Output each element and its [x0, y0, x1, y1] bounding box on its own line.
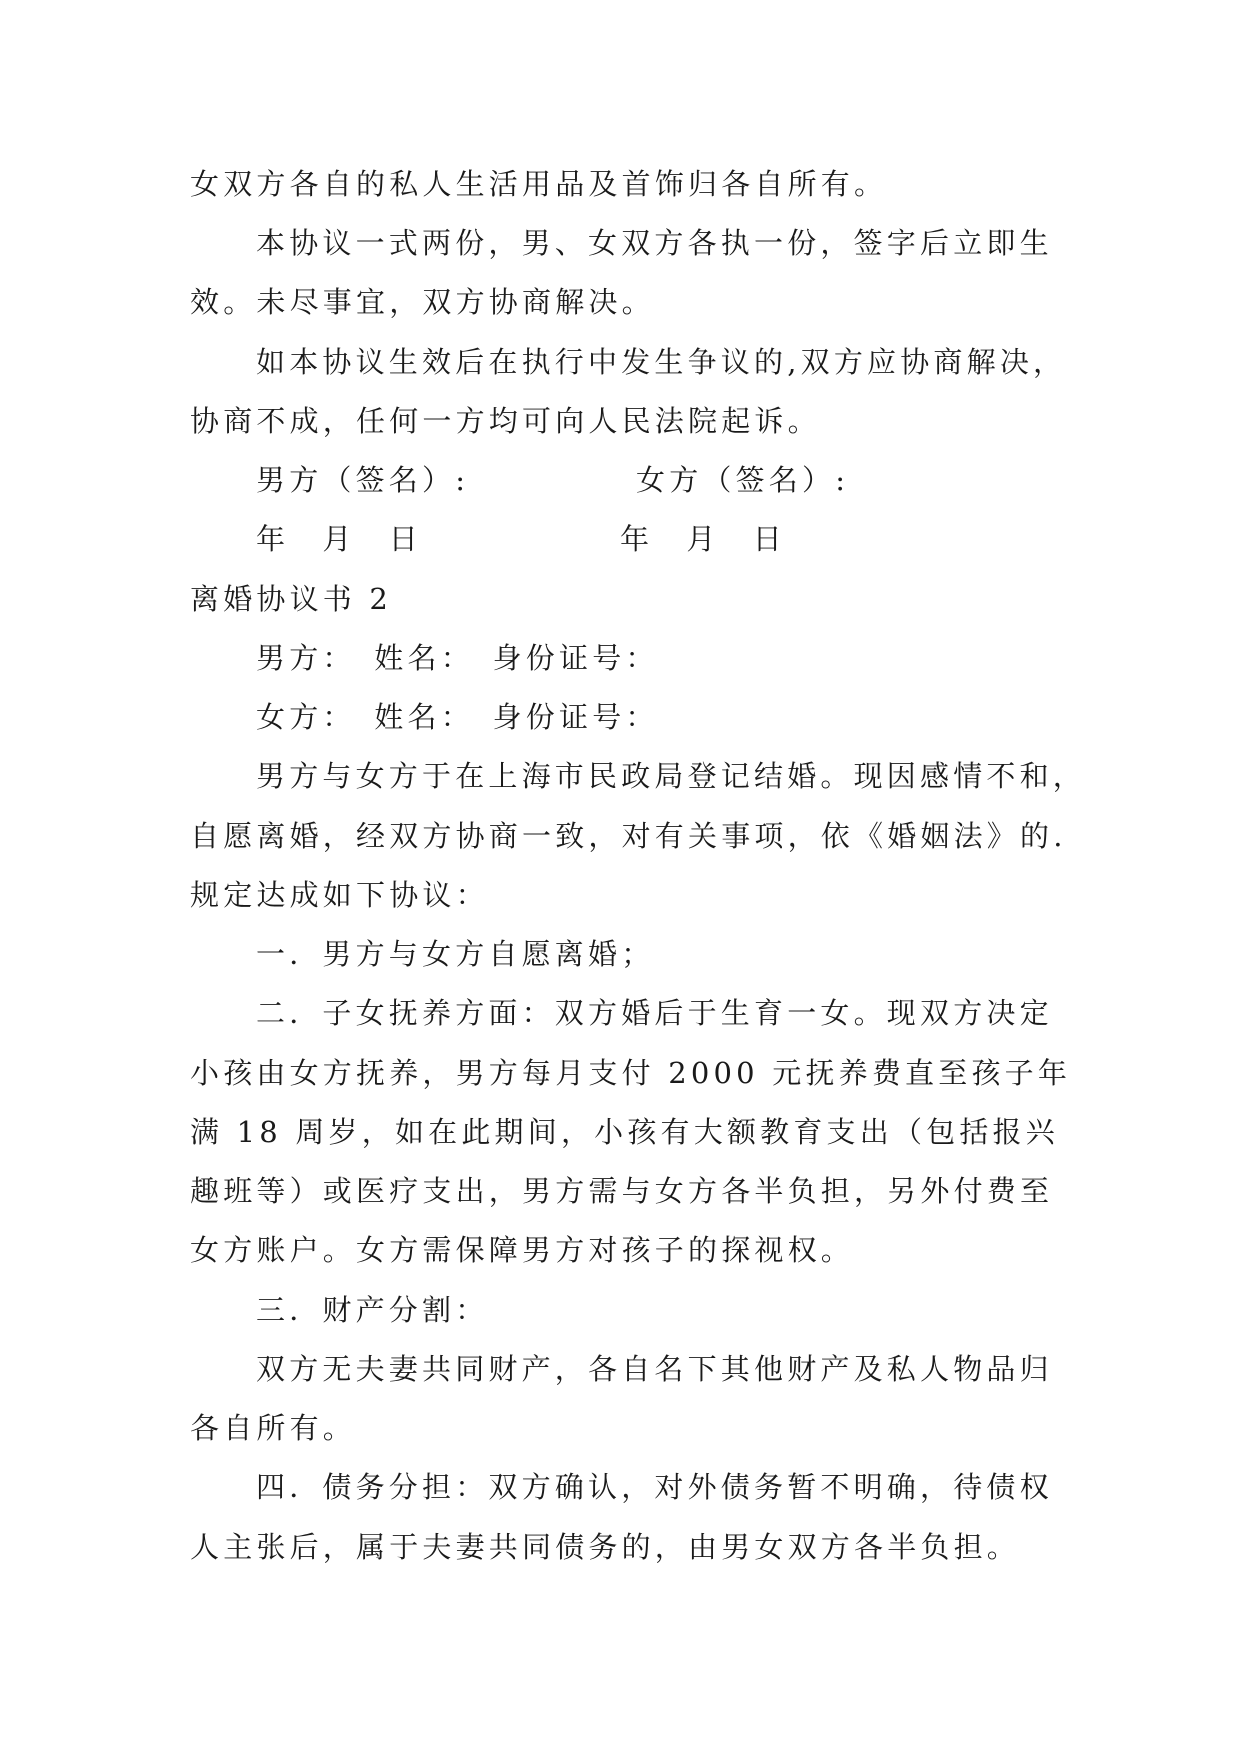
text-line: 二．子女抚养方面：双方婚后于生育一女。现双方决定 — [256, 996, 1053, 1030]
text-line: 趣班等）或医疗支出，男方需与女方各半负担，另外付费至 — [190, 1174, 1054, 1208]
male-signature-label: 男方（签名）: — [256, 463, 470, 497]
male-signature-date: 年 月 日 — [256, 522, 423, 556]
female-signature-label: 女方（签名）: — [636, 463, 850, 497]
document-title: 离婚协议书 2 — [190, 582, 393, 616]
female-signature-date: 年 月 日 — [620, 522, 787, 556]
text-line: 三．财产分割： — [256, 1293, 489, 1327]
text-line: 自愿离婚，经双方协商一致，对有关事项，依《婚姻法》的. — [190, 819, 1067, 853]
text-line: 效。未尽事宜，双方协商解决。 — [190, 285, 655, 319]
text-line: 如本协议生效后在执行中发生争议的,双方应协商解决， — [256, 345, 1067, 379]
text-line: 女双方各自的私人生活用品及首饰归各自所有。 — [190, 167, 888, 201]
text-line: 男方： 姓名： 身份证号： — [256, 641, 659, 675]
text-line: 规定达成如下协议： — [190, 878, 489, 912]
text-line: 女方账户。女方需保障男方对孩子的探视权。 — [190, 1233, 855, 1267]
text-line: 一．男方与女方自愿离婚； — [256, 937, 655, 971]
text-line: 人主张后，属于夫妻共同债务的，由男女双方各半负担。 — [190, 1530, 1021, 1564]
text-line: 女方： 姓名： 身份证号： — [256, 700, 659, 734]
text-line: 四．债务分担：双方确认，对外债务暂不明确，待债权 — [256, 1470, 1053, 1504]
text-line: 双方无夫妻共同财产，各自名下其他财产及私人物品归 — [256, 1352, 1053, 1386]
text-line: 各自所有。 — [190, 1411, 357, 1445]
text-line: 本协议一式两份，男、女双方各执一份，签字后立即生 — [256, 226, 1053, 260]
text-line: 小孩由女方抚养，男方每月支付 2000 元抚养费直至孩子年 — [190, 1056, 1072, 1090]
text-line: 满 18 周岁，如在此期间，小孩有大额教育支出（包括报兴 — [190, 1115, 1059, 1149]
text-line: 男方与女方于在上海市民政局登记结婚。现因感情不和， — [256, 759, 1087, 793]
text-line: 协商不成，任何一方均可向人民法院起诉。 — [190, 404, 821, 438]
